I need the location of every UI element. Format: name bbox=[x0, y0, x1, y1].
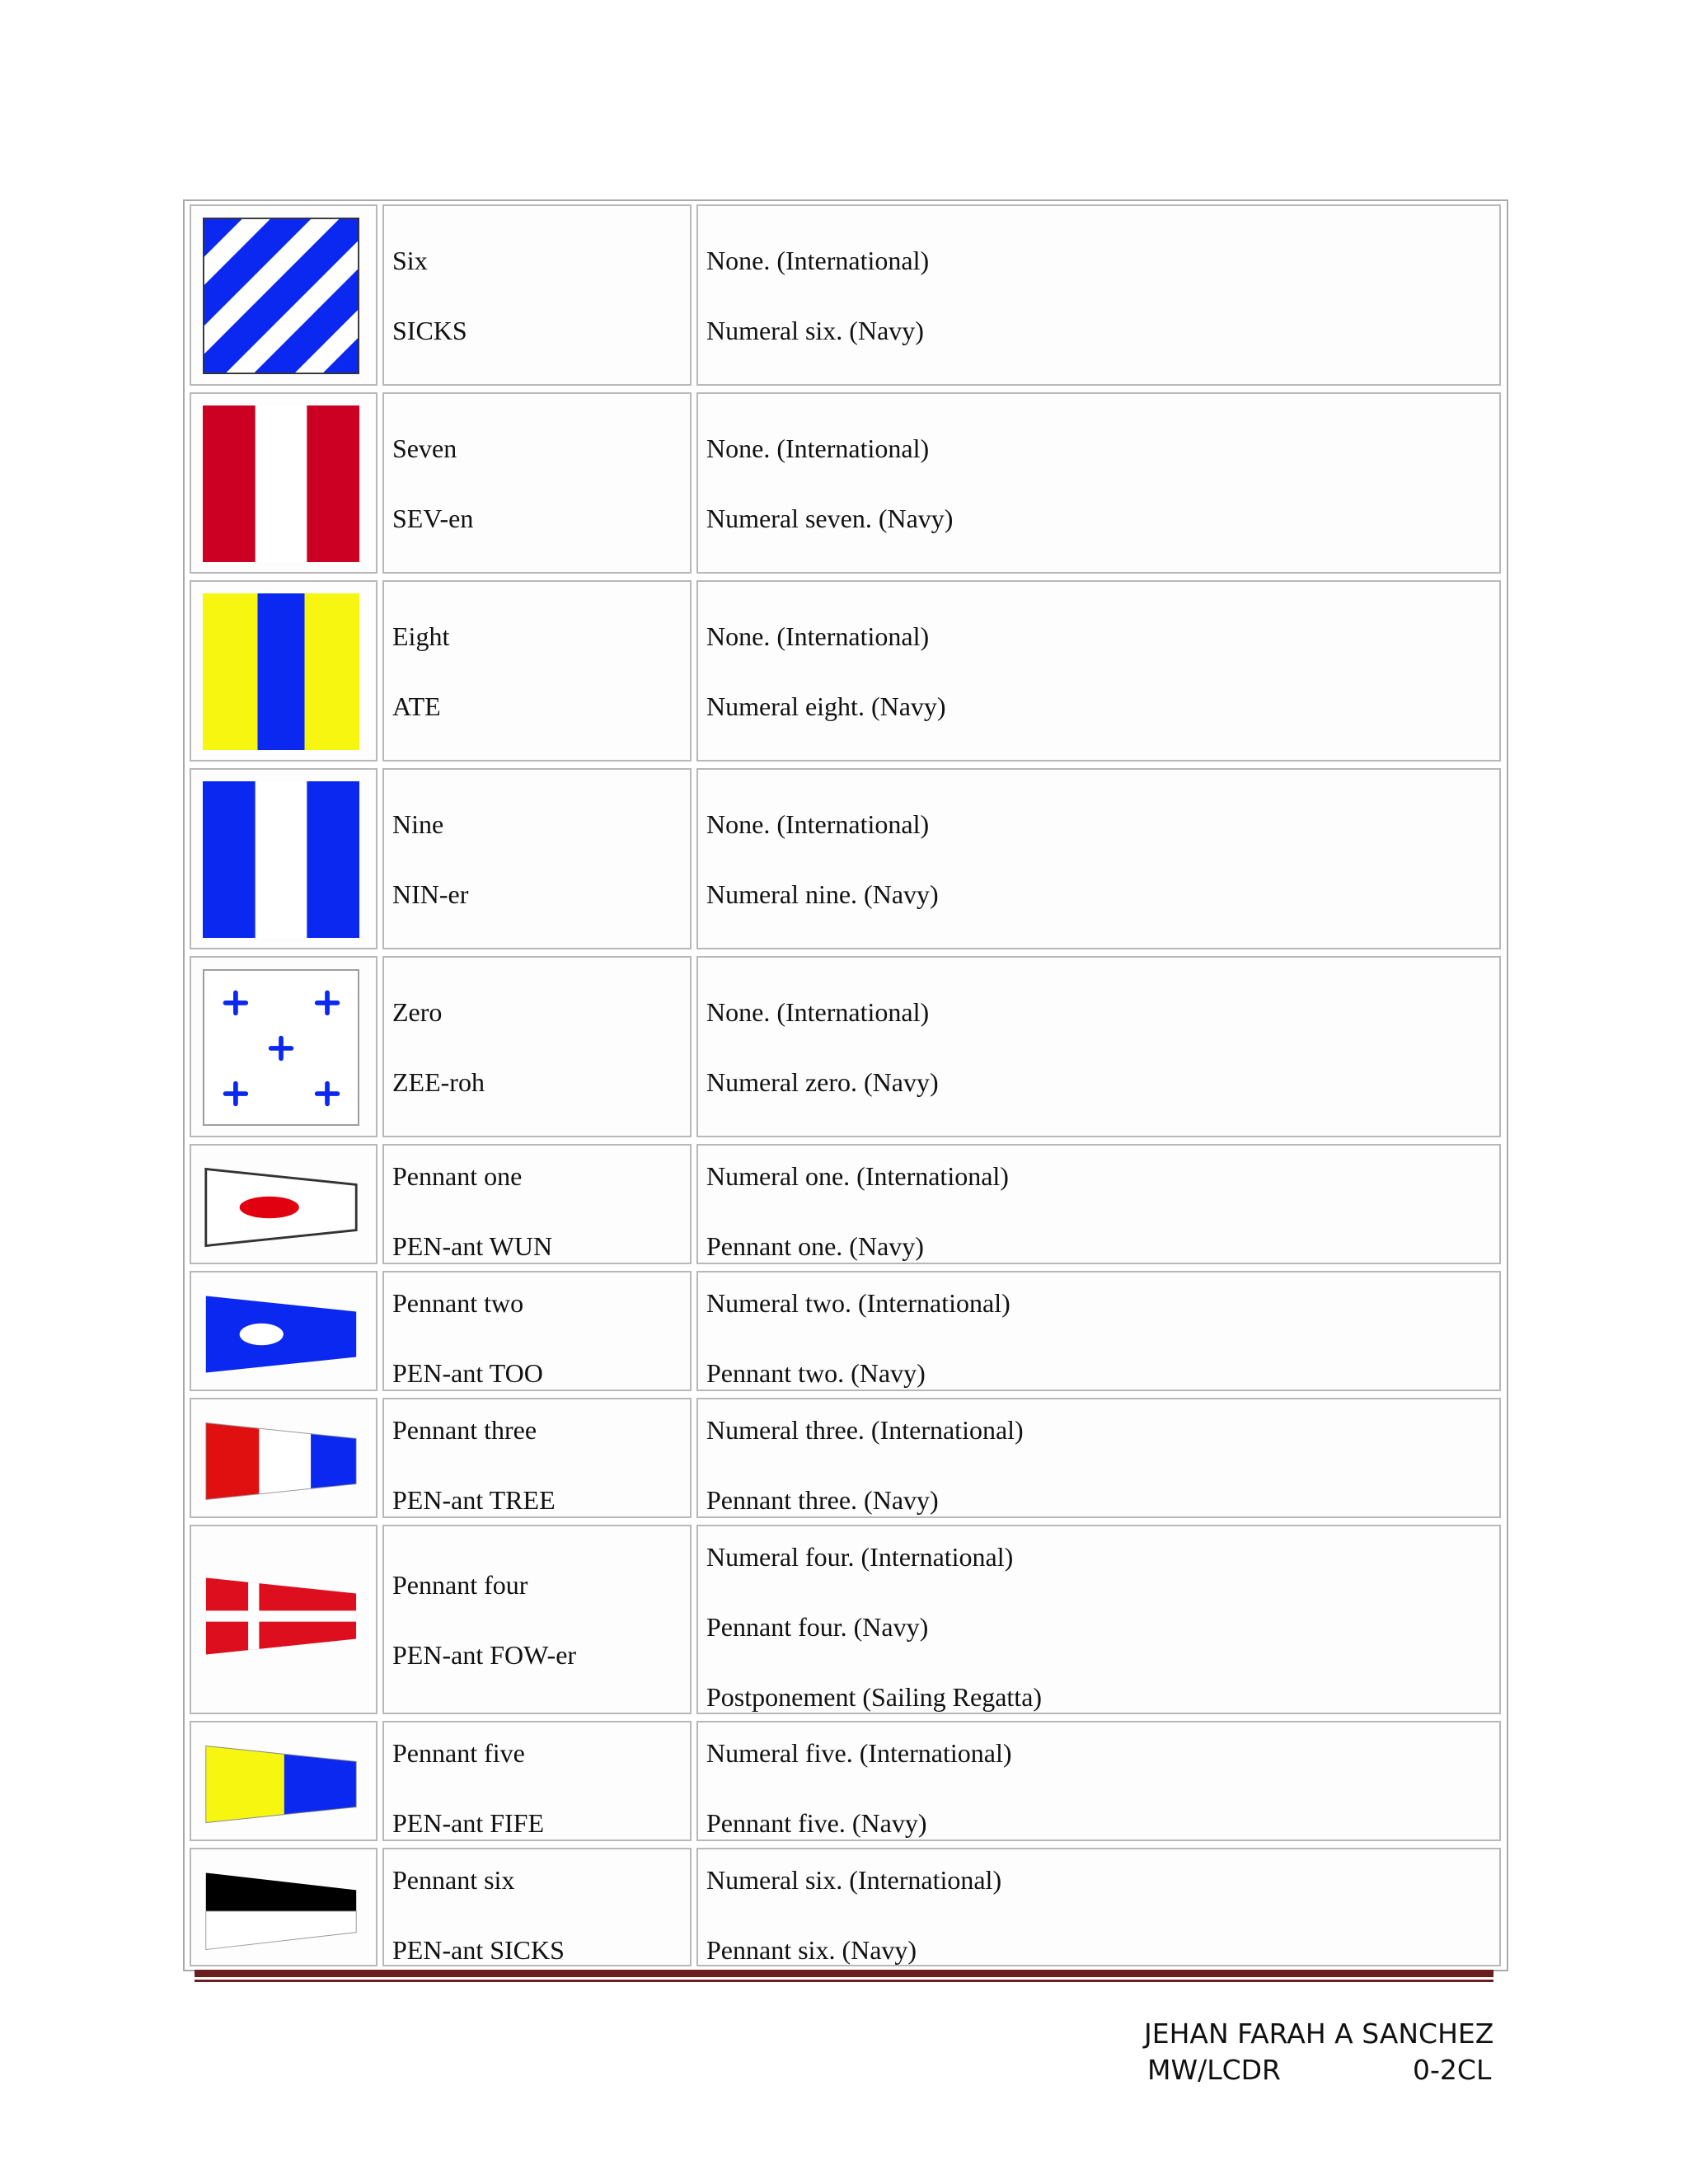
table-row bbox=[185, 765, 1507, 953]
flag-pronunciation: PEN-ant TOO bbox=[392, 1358, 543, 1388]
flag-meaning: Numeral eight. (Navy) bbox=[706, 691, 946, 721]
flag-cell bbox=[190, 956, 377, 1137]
flag-name: Six bbox=[392, 245, 428, 275]
flag-meaning: None. (International) bbox=[706, 808, 930, 839]
table-row bbox=[185, 577, 1507, 765]
flag-meaning: Numeral two. (International) bbox=[706, 1288, 1010, 1318]
flag-name: Pennant four bbox=[392, 1569, 528, 1600]
flag-meaning: Pennant three. (Navy) bbox=[706, 1485, 939, 1515]
flag-meaning: None. (International) bbox=[706, 433, 930, 463]
flag-name: Pennant five bbox=[392, 1738, 525, 1768]
flag-6-icon bbox=[203, 218, 359, 374]
flag-cell bbox=[190, 392, 377, 574]
flag-cell bbox=[190, 768, 377, 949]
flag-pronunciation: PEN-ant SICKS bbox=[392, 1935, 565, 1965]
flag-meaning: Pennant six. (Navy) bbox=[706, 1935, 917, 1965]
flag-pronunciation: SICKS bbox=[392, 315, 467, 345]
author-rank: MW/LCDR bbox=[1147, 2054, 1281, 2086]
flag-name-cell bbox=[382, 1271, 692, 1391]
flag-name: Nine bbox=[392, 808, 444, 839]
flag-name-cell bbox=[382, 204, 692, 386]
table-row bbox=[185, 389, 1507, 577]
flag-pronunciation: PEN-ant WUN bbox=[392, 1231, 553, 1261]
flag-meaning: None. (International) bbox=[706, 996, 930, 1027]
table-row bbox=[185, 201, 1507, 389]
flag-name-cell bbox=[382, 1144, 692, 1264]
flag-cell bbox=[190, 1271, 377, 1391]
table-row bbox=[185, 953, 1507, 1141]
flag-pronunciation: PEN-ant TREE bbox=[392, 1485, 556, 1515]
flag-name: Pennant one bbox=[392, 1161, 523, 1191]
table-row bbox=[185, 1521, 1507, 1718]
author-name: JEHAN FARAH A SANCHEZ bbox=[1144, 2018, 1494, 2050]
flag-meaning-cell bbox=[696, 768, 1501, 949]
flag-name: Pennant three bbox=[392, 1415, 537, 1445]
table-row bbox=[185, 1141, 1507, 1268]
flag-meaning: Pennant four. (Navy) bbox=[706, 1612, 929, 1642]
flag-meaning-cell bbox=[696, 580, 1501, 762]
pennant-5-icon bbox=[203, 1741, 359, 1828]
flag-meaning-cell bbox=[696, 1398, 1501, 1518]
flag-pronunciation: SEV-en bbox=[392, 503, 474, 533]
flag-meaning: Pennant two. (Navy) bbox=[706, 1358, 926, 1388]
flag-name: Pennant six bbox=[392, 1865, 515, 1895]
flag-meaning: Numeral seven. (Navy) bbox=[706, 503, 954, 533]
flag-cell bbox=[190, 1398, 377, 1518]
flag-meaning-cell bbox=[696, 1144, 1501, 1264]
flag-meaning-cell bbox=[696, 1271, 1501, 1391]
flag-cell bbox=[190, 580, 377, 762]
flag-meaning: Numeral six. (Navy) bbox=[706, 315, 924, 345]
flag-cell bbox=[190, 1721, 377, 1841]
flag-9-icon bbox=[203, 781, 359, 938]
flag-name-cell bbox=[382, 580, 692, 762]
flag-cell bbox=[190, 204, 377, 386]
flag-meaning: Numeral one. (International) bbox=[706, 1161, 1009, 1191]
flag-meaning-cell bbox=[696, 1525, 1501, 1714]
flag-meaning: Numeral six. (International) bbox=[706, 1865, 1002, 1895]
author-code: 0-2CL bbox=[1413, 2054, 1492, 2086]
flag-name: Eight bbox=[392, 621, 450, 651]
flag-meaning-cell bbox=[696, 1721, 1501, 1841]
table-row bbox=[185, 1268, 1507, 1394]
flag-name: Seven bbox=[392, 433, 457, 463]
flag-meaning: Numeral five. (International) bbox=[706, 1738, 1012, 1768]
flag-pronunciation: NIN-er bbox=[392, 879, 469, 909]
flag-pronunciation: PEN-ant FOW-er bbox=[392, 1639, 577, 1670]
flag-name-cell bbox=[382, 1848, 692, 1966]
flag-name-cell bbox=[382, 1398, 692, 1518]
table-row bbox=[185, 1718, 1507, 1844]
pennant-1-icon bbox=[203, 1164, 359, 1251]
flag-meaning-cell bbox=[696, 392, 1501, 574]
table-row bbox=[185, 1394, 1507, 1521]
flag-7-icon bbox=[203, 405, 359, 562]
footer-rule-thick bbox=[195, 1970, 1493, 1977]
flag-name-cell bbox=[382, 1721, 692, 1841]
flag-name-cell bbox=[382, 392, 692, 574]
flag-meaning: Numeral nine. (Navy) bbox=[706, 879, 939, 909]
flag-meaning-cell bbox=[696, 956, 1501, 1137]
flag-cell bbox=[190, 1848, 377, 1966]
pennant-6-icon bbox=[203, 1868, 359, 1955]
flag-pronunciation: PEN-ant FIFE bbox=[392, 1808, 544, 1838]
flag-meaning-cell bbox=[696, 1848, 1501, 1966]
signal-flag-table bbox=[183, 199, 1508, 1971]
pennant-2-icon bbox=[203, 1291, 359, 1378]
flag-meaning: Numeral three. (International) bbox=[706, 1415, 1024, 1445]
pennant-4-icon bbox=[203, 1572, 359, 1660]
flag-pronunciation: ZEE-roh bbox=[392, 1066, 485, 1097]
flag-name: Pennant two bbox=[392, 1288, 524, 1318]
flag-name: Zero bbox=[392, 996, 443, 1027]
flag-cell bbox=[190, 1144, 377, 1264]
flag-8-icon bbox=[203, 593, 359, 750]
flag-meaning: Numeral four. (International) bbox=[706, 1542, 1014, 1572]
flag-meaning: Numeral zero. (Navy) bbox=[706, 1066, 939, 1097]
flag-cell bbox=[190, 1525, 377, 1714]
flag-meaning: Pennant one. (Navy) bbox=[706, 1231, 924, 1261]
flag-name-cell bbox=[382, 956, 692, 1137]
flag-meaning: None. (International) bbox=[706, 245, 930, 275]
flag-name-cell bbox=[382, 768, 692, 949]
flag-meaning: None. (International) bbox=[706, 621, 930, 651]
flag-name-cell bbox=[382, 1525, 692, 1714]
footer-rule-thin bbox=[195, 1980, 1493, 1982]
flag-meaning-cell bbox=[696, 204, 1501, 386]
flag-0-icon bbox=[203, 969, 359, 1126]
flag-meaning: Pennant five. (Navy) bbox=[706, 1808, 927, 1838]
table-row bbox=[185, 1844, 1507, 1970]
flag-pronunciation: ATE bbox=[392, 691, 441, 721]
pennant-3-icon bbox=[203, 1418, 359, 1505]
flag-meaning: Postponement (Sailing Regatta) bbox=[706, 1682, 1043, 1712]
